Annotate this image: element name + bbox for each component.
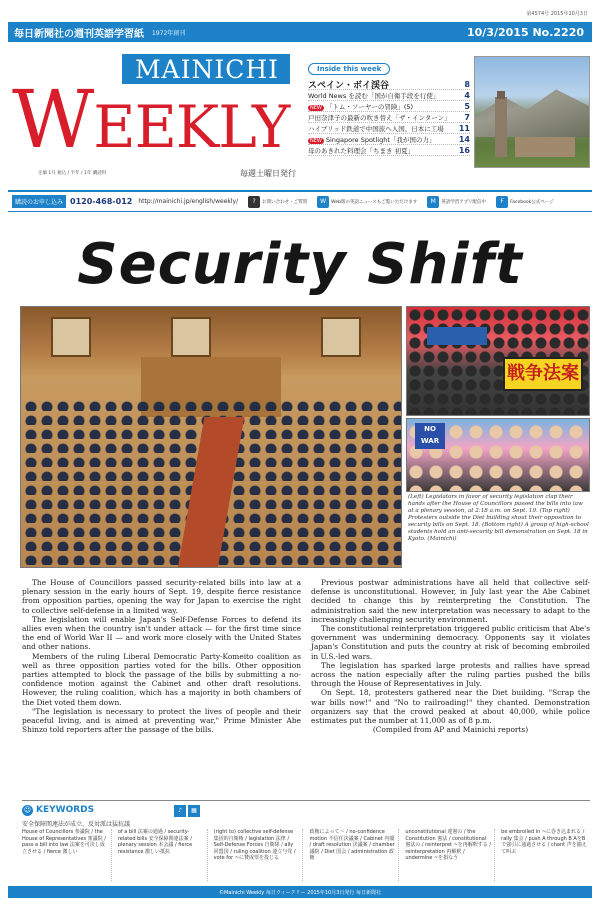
publisher-label: 毎日新聞社の週刊英語学習紙 [14,28,144,40]
issue-number: 10/3/2015 No.2220 [467,25,584,39]
inside-header: Inside this week [308,63,390,75]
logo-weekly-w: W [12,73,94,166]
inside-item-page: 11 [458,123,470,133]
photo-bell-tower [495,97,507,157]
inside-item-title: 母のあきれた料理会「ちまき 初夏」 [308,146,415,155]
logo-weekly-text [12,73,296,166]
keywords-subtitle: 安全保障関連法が成立、反対派は猛抗議 [22,821,131,828]
photo-no-war-sign: NO WAR [415,423,445,449]
cover-photo-boi-valley [474,56,590,168]
keywords-header [22,805,162,817]
service-item-label: Web版の英語ニュースもご覧いただけます [331,199,418,205]
photo-window [51,317,91,357]
distribution-line: 毎週土曜日発行 [240,169,296,178]
photo-window [171,317,211,357]
article-paragraph: The constitutional reinterpretation triggered public criticism that Abe's government was undermining democracy. Opponents say it violates Japan's Constitution and puts the country at risk of becoming embroiled in U.S.-led wars. [311,624,590,661]
keywords-icon: ☺ [23,806,32,814]
newspaper-page [8,10,592,900]
photo-church-roof [515,137,575,157]
side-photo-student-rally [406,418,590,492]
inside-item-page: 7 [464,112,470,122]
inside-item-title: ハイブリッド鉄道で中国旅へ入国、日本に工場 [308,124,444,133]
keywords-column: of a bill 法案の通過 / security-related bills 安全保障関連法案 / plenary session 本会議 / fierce resistance 激しい抵抗 [118,829,208,881]
inside-item[interactable] [308,90,470,101]
inside-item[interactable] [308,79,470,90]
facebook-icon: F [496,196,508,208]
new-tag: NEW [310,104,322,111]
issue-meta: 第4574号 2015年10月3日 [526,11,588,17]
keywords-column: House of Councillors 参議院 / the House of Representatives 衆議院 / pass a bill into law 法案を可決し成立させる / fierce 激しい [22,829,112,881]
photo-caption: (Left) Legislators in favor of security legislation clap their hands after the House of Councillors passed the bills into law at a plenary session, at 2:18 a.m. on Sept. 19. (Top right) Protesters outside the Diet building shout their opposition to security bills on Sept. 18. (Bottom right) A group of high-school students hold an anti-security bill demonstration on Sept. 18 in Kyoto. (Mainichi) [408,494,589,542]
logo-weekly-rest: EEKLY [93,93,290,161]
mainichi-weekly-logo [12,54,292,166]
article-paragraph: "The legislation is necessary to protect the lives of people and their peaceful living, and is aimed at preventing war," Prime Minister Abe Shinzo told reporters after the passage of the bills. [22,706,301,735]
inside-item-title-text: 「トム・ソーヤーの冒険」(5) [325,102,414,111]
keywords-column: unconstitutional 違憲の / the Constitution 憲法 / constitutional 憲法の / reinterpret ~を再解釈する / reinterpretation 再解釈 / undermine ~を損なう [405,829,495,881]
service-item[interactable] [427,196,486,208]
article-paragraph: The legislation has sparked large protests and rallies have spread across the nation especially after the ruling parties pushed the bills through the House of Representatives in July. [311,660,590,689]
keywords-column: 政権によって〜 / no-confidence motion 不信任決議案 / Cabinet 内閣 / draft resolution 決議案 / chamber 議院 / Diet 国会 / administration 政権 [309,829,399,881]
service-item-label: Facebook公式ページ [510,199,554,205]
inside-item-page: 16 [458,145,470,155]
inside-item[interactable] [308,134,470,145]
side-photo-protest-diet [406,306,590,416]
service-item[interactable] [496,196,554,208]
photo-protest-banner [427,327,487,345]
inside-item-page: 4 [464,90,470,100]
inside-item-title: 戸田奈津子の最新の吹き替え「ザ・インターン」 [308,113,451,122]
subscription-label: 購読のお申し込み [12,195,66,208]
established-label: 1972年創刊 [152,29,186,37]
keywords-header-text: KEYWORDS [36,805,95,815]
grid-icon[interactable]: ▦ [188,805,200,817]
service-item[interactable] [248,196,307,208]
service-strip [8,190,592,212]
article-paragraph: The House of Councillors passed security-related bills into law at a plenary session in the early hours of Sept. 19, despite fierce resistance from opposition parties, opening the way for Japan to exercise the right to collective self-defense in a limited way. [22,578,301,615]
app-icon: M [427,196,439,208]
keywords-column: be embroiled in ~に巻き込まれる / rally 集会 / push A through B AをBで強引に通過させる / chant 声を揃えて叫ぶ [501,829,587,855]
page-footer: ©Mainichi Weekly 毎日ウィークリー 2015年10月3日発行 毎日新聞社 [8,886,592,898]
article-body [22,578,590,790]
photo-window [321,317,361,357]
inside-item[interactable] [308,123,470,134]
article-paragraph: Members of the ruling Liberal Democratic Party-Komeito coalition as well as three opposition parties voted for the bills. Other opposition parties attempted to block the passage of the bills by submitting a no-confidence motion against the Cabinet and other draft resolutions. However, the ruling coalition, which has a majority in both chambers of the Diet voted them down. [22,651,301,707]
article-column-1 [22,578,301,790]
subscription-phone[interactable]: 0120-468-012 [70,197,133,206]
service-item-label: 英語学習アプリ配信中 [441,199,487,205]
inside-this-week [308,56,470,186]
inside-item-title [308,102,456,111]
inside-item-page: 8 [464,79,470,89]
article-credit: (Compiled from AP and Mainichi reports) [372,725,529,735]
article-column-2 [311,578,590,790]
service-item-label: お問い合わせ・ご質問 [262,199,308,205]
logo-mainichi-text: MAINICHI [134,55,280,84]
masthead-banner [8,22,592,42]
article-paragraph: On Sept. 18, protesters gathered near the Diet building. "Scrap the war bills now!" and "No to railroading!" they chanted. Demonstration organizers say that the crowd peaked at about 40,000, while police estimates put the number at 11,000 as of 8 p.m. [311,688,590,726]
audio-icon[interactable]: ♪ [174,805,186,817]
inside-item-title [308,135,456,144]
inside-item[interactable] [308,145,470,156]
inside-item-page: 5 [464,101,470,111]
new-tag: NEW [310,137,322,144]
inside-item-page: 14 [458,134,470,144]
inside-item[interactable] [308,112,470,123]
keywords-columns [22,829,590,881]
inside-item-title: World News を読む「国が自衛手段を行使」 [308,91,440,100]
photo-protest-sign: 戦争法案 [503,357,583,391]
service-item[interactable] [317,196,417,208]
inside-item[interactable] [308,101,470,112]
inside-item-title: スペイン・ボイ渓谷 [308,80,390,91]
web-icon: W [317,196,329,208]
headline: Security Shift [77,232,523,297]
keywords-box [22,800,590,882]
main-photo-diet-chamber [20,306,402,568]
inside-item-title-text: Singapore Spotlight「我が国の力」 [325,135,436,144]
photo-mountain [475,87,590,137]
question-icon: ? [248,196,260,208]
article-paragraph: Previous postwar administrations have all held that collective self-defense is unconstitutional. However, in July last year the Abe Cabinet decided to change this by reinterpreting the Constitution. The administration said the new interpretation was necessary to adapt to the increasingly challenging security environment. [311,578,590,624]
website-link[interactable]: http://mainichi.jp/english/weekly/ [138,198,239,205]
keywords-column: (right to) collective self-defense 集団的自衛権 / legislation 法律 / Self-Defense Forces 自衛隊 / ally 同盟国 / ruling coalition 連立与党 / vote for ~に賛成票を投じる [214,829,304,881]
article-paragraph: The legislation will enable Japan's Self-Defense Forces to defend its allies even when the country isn't under attack — for the first time since the end of World War II — and work more closely with the United States and other nations. [22,614,301,652]
keywords-audio-icons[interactable] [174,805,214,817]
price-line: 定価 1月 税込 / 半年 / 1年 購読料 [38,171,107,176]
